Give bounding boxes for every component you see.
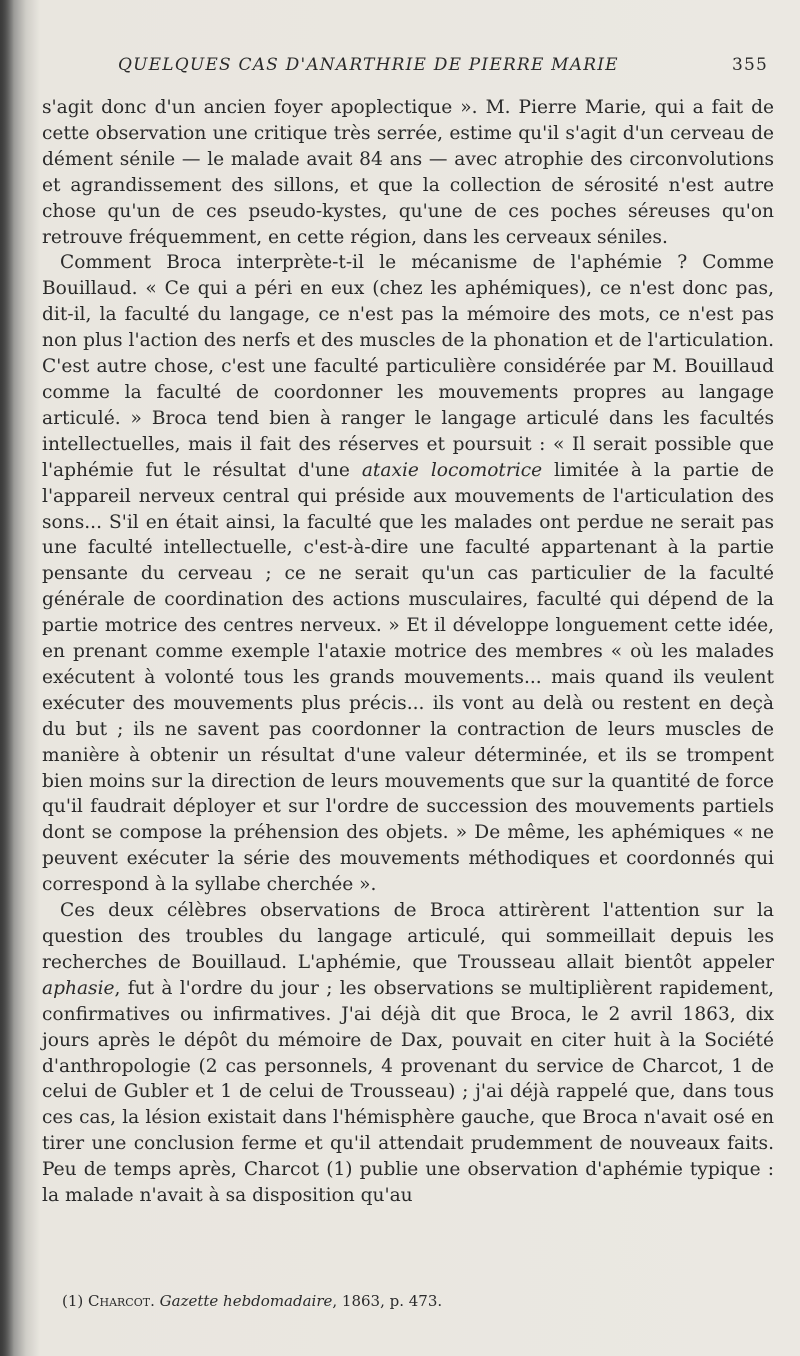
body-text: [42, 95, 774, 1209]
page-header: [118, 55, 768, 81]
footnote-marker: (1): [62, 1292, 89, 1310]
footnote-author: Charcot.: [88, 1292, 155, 1310]
paragraph-3-text-a: Ces deux célèbres observations de Broca attirèrent l'attention sur la question des troubles du langage articulé, qui sommeillait depuis les recherches de Bouillaud. L'aphémie, que Trousseau allait bientôt appeler: [42, 900, 774, 973]
paragraph-2: [42, 250, 774, 898]
paragraph-2-text-a: Comment Broca interprète-t-il le mécanisme de l'aphémie ? Comme Bouillaud. « Ce qui a péri en eux (chez les aphémiques), ce n'est donc pas, dit-il, la faculté du langage, ce n'est pas la mémoire des mots, ce n'est pas non plus l'action des nerfs et des muscles de la phonation et de l'articulation. C'est autre chose, c'est une faculté particulière considérée par M. Bouillaud comme la faculté de coordonner les mouvements propres au langage articulé. » Broca tend bien à ranger le langage articulé dans les facultés intellectuelles, mais il fait des réserves et poursuit : « Il serait possible que l'aphémie fut le résultat d'une: [42, 252, 774, 481]
footnote: [62, 1291, 762, 1311]
binding-shadow: [0, 0, 14, 1356]
paragraph-3-italic: aphasie: [42, 977, 115, 999]
footnote-journal: Gazette hebdomadaire: [159, 1292, 333, 1310]
paragraph-2-italic: ataxie locomotrice: [361, 459, 543, 481]
page-number: 355: [731, 55, 768, 75]
running-title: QUELQUES CAS D'ANARTHRIE DE PIERRE MARIE: [118, 55, 619, 75]
footnote-details: , 1863, p. 473.: [332, 1292, 443, 1310]
paragraph-3: [42, 898, 774, 1209]
paragraph-3-text-b: , fut à l'ordre du jour ; les observations se multiplièrent rapidement, confirmatives ou infirmatives. J'ai déjà dit que Broca, le 2 avril 1863, dix jours après le dépôt du mémoire de Dax, pouvait en citer huit à la Société d'anthropologie (2 cas personnels, 4 provenant du service de Charcot, 1 de celui de Gubler et 1 de celui de Trousseau) ; j'ai déjà rappelé que, dans tous ces cas, la lésion existait dans l'hémisphère gauche, que Broca n'avait osé en tirer une conclusion ferme et qu'il attendait prudemment de nouveaux faits. Peu de temps après, Charcot (1) publie une observation d'aphémie typique : la malade n'avait à sa disposition qu'au: [42, 977, 774, 1207]
paragraph-1: s'agit donc d'un ancien foyer apoplectique ». M. Pierre Marie, qui a fait de cette observation une critique très serrée, estime qu'il s'agit d'un cerveau de dément sénile — le malade avait 84 ans — avec atrophie des circonvolutions et agrandissement des sillons, et que la collection de sérosité n'est autre chose qu'un de ces pseudo-kystes, qu'une de ces poches séreuses qu'on retrouve fréquemment, en cette région, dans les cerveaux séniles.: [42, 97, 774, 248]
paragraph-2-text-b: limitée à la partie de l'appareil nerveux central qui préside aux mouvements de l'articulation des sons... S'il en était ainsi, la faculté que les malades ont perdue ne serait pas une faculté intellectuelle, c'est-à-dire une faculté appartenant à la partie pensante du cerveau ; ce ne serait qu'un cas particulier de la faculté générale de coordination des actions musculaires, faculté qui dépend de la partie motrice des centres nerveux. » Et il développe longuement cette idée, en prenant comme exemple l'ataxie motrice des membres « où les malades exécutent à volonté tous les grands mouvements... mais quand ils veulent exécuter des mouvements plus précis... ils vont au delà ou restent en deçà du but ; ils ne savent pas coordonner la contraction de leurs muscles de manière à obtenir un résultat d'une valeur déterminée, et ils se trompent bien moins sur la direction de leurs mouvements que sur la quantité de force qu'il faudrait déployer et sur l'ordre de succession des mouvements partiels dont se compose la préhension des objets. » De même, les aphémiques « ne peuvent exécuter la série des mouvements méthodiques et coordonnés qui correspond à la syllabe cherchée ».: [42, 459, 774, 896]
